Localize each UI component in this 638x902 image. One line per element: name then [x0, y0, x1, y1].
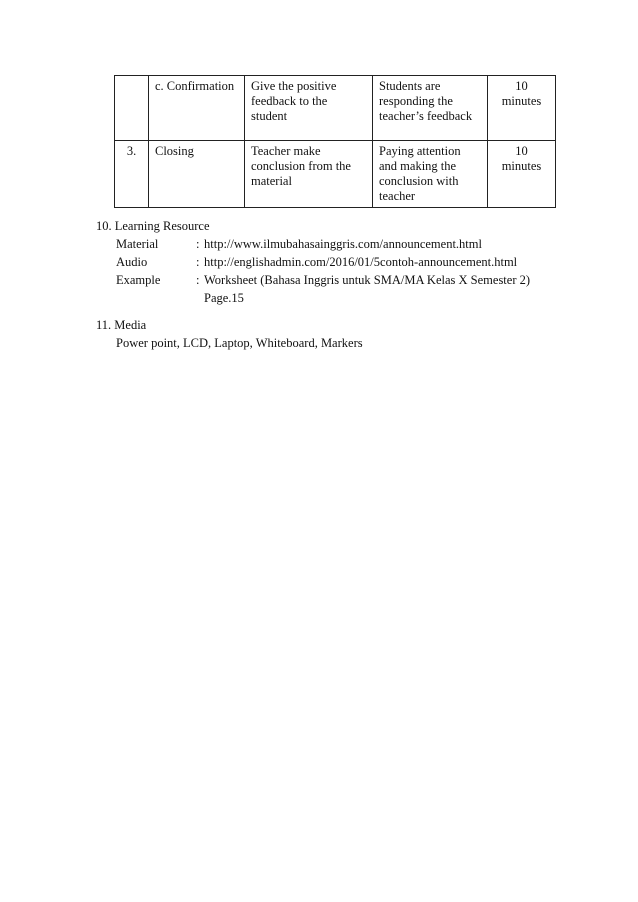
media-list: Power point, LCD, Laptop, Whiteboard, Markers — [116, 336, 363, 350]
cell-line: student — [251, 109, 288, 123]
time-allocation-cell: 10 minutes — [488, 76, 556, 141]
resource-separator: : — [196, 255, 200, 269]
lesson-activity-table — [114, 75, 556, 208]
teacher-activity-cell — [245, 76, 373, 141]
table-row — [115, 76, 556, 141]
resource-url: http://www.ilmubahasainggris.com/announcement.html — [204, 237, 482, 251]
resource-row-example — [96, 271, 530, 289]
resource-label: Material — [116, 237, 159, 251]
resource-label: Audio — [116, 255, 148, 269]
section-heading: 10. Learning Resource — [96, 219, 210, 233]
cell-line: Paying attention — [379, 144, 461, 158]
time-allocation-cell: 10 minutes — [488, 141, 556, 208]
resource-row-material — [96, 235, 530, 253]
cell-line: Teacher make — [251, 144, 321, 158]
cell-line: teacher’s feedback — [379, 109, 473, 123]
activity-cell: c. Confirmation — [149, 76, 245, 141]
resource-separator: : — [196, 273, 200, 287]
media-section — [96, 316, 363, 352]
cell-line: Students are — [379, 79, 441, 93]
cell-line: teacher — [379, 189, 416, 203]
cell-line: feedback to the — [251, 94, 328, 108]
cell-line: conclusion with — [379, 174, 459, 188]
resource-separator: : — [196, 237, 200, 251]
cell-line: and making the — [379, 159, 457, 173]
student-activity-cell — [373, 76, 488, 141]
resource-row-audio — [96, 253, 530, 271]
teacher-activity-cell — [245, 141, 373, 208]
resource-url: http://englishadmin.com/2016/01/5contoh-announcement.html — [204, 255, 518, 269]
resource-label: Example — [116, 273, 161, 287]
student-activity-cell — [373, 141, 488, 208]
table-row — [115, 141, 556, 208]
cell-line: responding the — [379, 94, 453, 108]
cell-line: material — [251, 174, 292, 188]
row-number: 3. — [115, 141, 149, 208]
section-heading: 11. Media — [96, 318, 147, 332]
resource-description: Worksheet (Bahasa Inggris untuk SMA/MA Kelas X Semester 2) — [204, 273, 531, 287]
cell-line: conclusion from the — [251, 159, 351, 173]
resource-page-reference: Page.15 — [204, 291, 244, 305]
row-number — [115, 76, 149, 141]
activity-cell: Closing — [149, 141, 245, 208]
learning-resource-section — [96, 217, 530, 307]
cell-line: Give the positive — [251, 79, 337, 93]
